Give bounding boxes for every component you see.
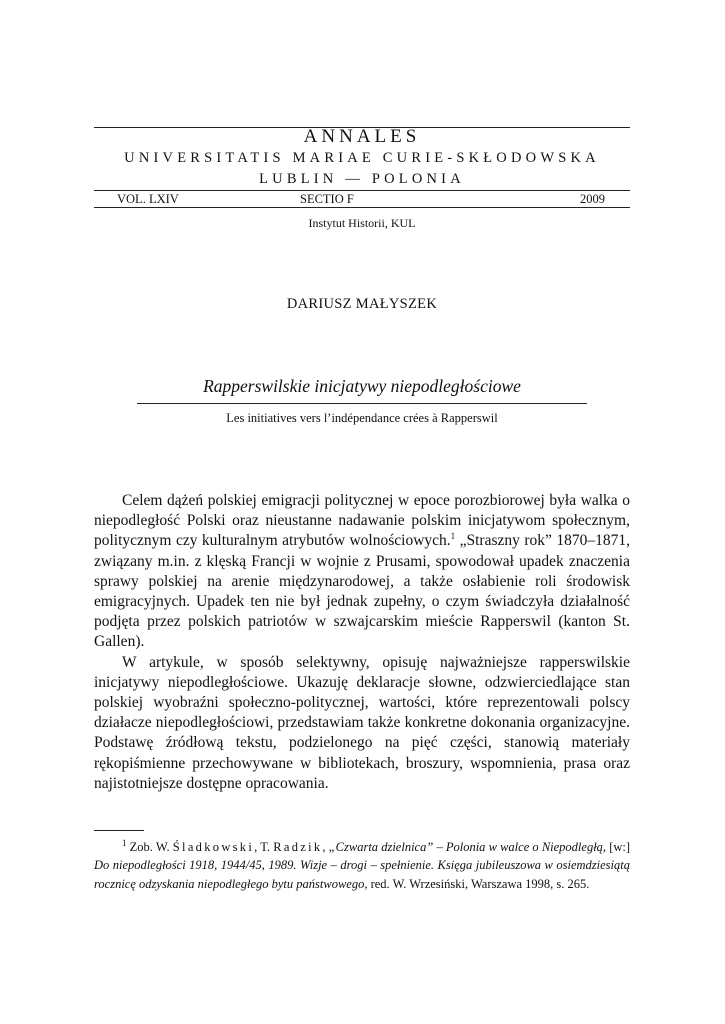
article-title: Rapperswilskie inicjatywy niepodległościowe xyxy=(203,376,521,396)
footnote-title-2: Do niepodległości 1918, 1944/45, 1989. Wizje – drogi – spełnienie. Księga jubileuszowa w osiemdziesiątą rocznicę odzyskania niepodległego bytu państwowego xyxy=(94,858,630,891)
footnote-number: 1 xyxy=(122,837,127,848)
footnote-prefix: Zob. W. xyxy=(126,840,173,854)
footnote-author-2: Radzik xyxy=(273,840,323,854)
article-subtitle: Les initiatives vers l’indépendance crées à Rapperswil xyxy=(226,411,498,425)
section-label: SECTIO F xyxy=(300,192,354,206)
footnote-sep-3: , [w:] xyxy=(602,840,631,854)
footnote-tail: , red. W. Wrzesiński, Warszawa 1998, s. 265. xyxy=(364,876,590,891)
paragraph-1-text-a: Celem dążeń polskiej emigracji politycznej w epoce porozbiorowej była walka o niepodległość Polski oraz nieustanne nadawanie polskim inicjatywom społecznym, politycznym czy kulturalnym atrybutów wolnościowych. xyxy=(94,492,630,550)
footnote-ref-1[interactable]: 1 xyxy=(450,531,456,542)
paragraph-2: W artykule, w sposób selektywny, opisuję najważniejsze rapperswilskie inicjatywy niepodległościowe. Ukazuję deklaracje słowne, odzwierciedlające stan polskiej wyobraźni społeczno-politycznej, wartości, które reprezentowali polscy działacze niepodległościowi, przedstawiam także konkretne dokonania organizacyjne. Podstawę źródłową tekstu, podzielonego na pięć części, stanowią materiały rękopiśmienne przechowywane w bibliotekach, broszury, wspomnienia, prasa oraz najistotniejsze dostępne opracowania. xyxy=(94,653,630,792)
footnote-separator xyxy=(94,830,144,831)
author-name: DARIUSZ MAŁYSZEK xyxy=(286,296,438,312)
footnote-sep-1: , T. xyxy=(254,840,274,854)
header-bottom-rule xyxy=(94,207,630,208)
journal-subtitle: UNIVERSITATIS MARIAE CURIE-SKŁODOWSKA xyxy=(124,150,600,166)
footnote-text xyxy=(94,838,630,893)
institute-affiliation: Instytut Historii, KUL xyxy=(308,216,416,230)
volume-label: VOL. LXIV xyxy=(117,192,179,206)
footnote-1 xyxy=(94,838,630,893)
footnote-author-1: Śladkowski xyxy=(172,840,255,854)
header-middle-rule xyxy=(94,190,630,191)
year-label: 2009 xyxy=(580,192,605,206)
title-rule xyxy=(137,403,587,404)
paragraph-1 xyxy=(94,491,630,653)
journal-title: ANNALES xyxy=(303,126,421,147)
journal-place: LUBLIN — POLONIA xyxy=(259,171,465,187)
paragraph-1-text-b: „Straszny rok” 1870–1871, związany m.in. z klęską Francji w wojnie z Prusami, spowodował upadek znaczenia sprawy polskiej na arenie międzynarodowej, a także osłabienie roli środowisk emigracyjnych. Upadek ten nie był jednak zupełny, o czym świadczyła działalność podjęta przez polskich patriotów w szwajcarskim mieście Rapperswil (kanton St. Gallen). xyxy=(94,532,630,651)
article-body xyxy=(94,491,630,794)
footnote-title-1: „Czwarta dzielnica” – Polonia w walce o Niepodległą xyxy=(328,840,603,854)
footnote-sep-2: , xyxy=(322,840,329,854)
